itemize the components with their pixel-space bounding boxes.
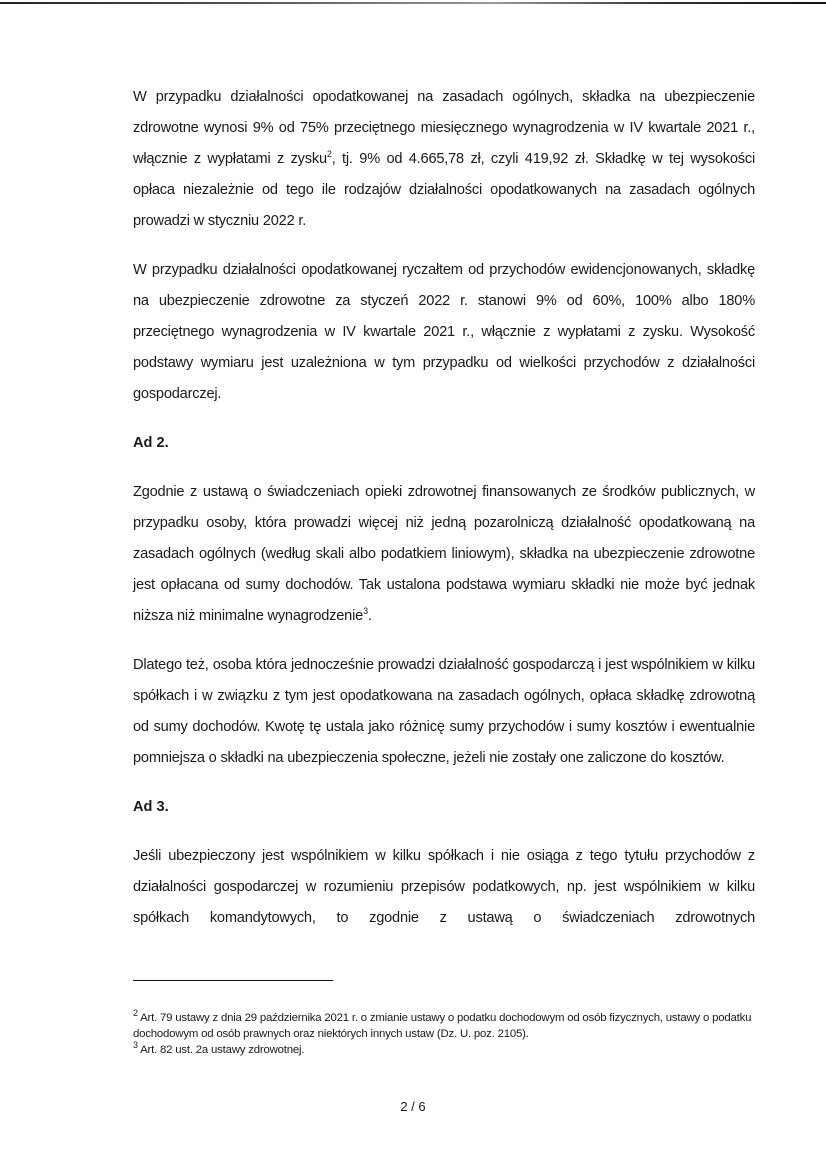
paragraph-text: W przypadku działalności opodatkowanej na zasadach ogólnych, składka na ubezpieczenie zdrowotne wynosi 9% od 75% przeciętnego miesięcznego wynagrodzenia w IV kwartale 2021 r., włącznie z wypłatami z zysku bbox=[133, 89, 755, 167]
footnote-3 bbox=[133, 1042, 758, 1058]
footnote-text: Art. 82 ust. 2a ustawy zdrowotnej. bbox=[137, 1044, 305, 1056]
document-page-body bbox=[133, 82, 755, 934]
paragraph-ad2-sum-of-income bbox=[133, 477, 755, 632]
paragraph-text: , tj. 9% od 4.665,78 zł, czyli 419,92 zł. Składkę w tej wysokości opłaca niezależnie od tego ile rodzajów działalności opodatkowanych na zasadach ogólnych prowadzi w styczniu 2022 r. bbox=[133, 151, 756, 229]
section-heading-ad3: Ad 3. bbox=[133, 799, 169, 815]
paragraph-ad2-partner: Dlatego też, osoba która jednocześnie prowadzi działalność gospodarczą i jest wspólnikiem w kilku spółkach i w związku z tym jest opodatkowana na zasadach ogólnych, opłaca składkę zdrowotną od sumy dochodów. Kwotę tę ustala jako różnicę sumy przychodów i sumy kosztów i ewentualnie pomniejsza o składki na ubezpieczenia społeczne, jeżeli nie zostały one zaliczone do kosztów. bbox=[133, 657, 755, 766]
footnote-separator bbox=[133, 980, 333, 981]
footnote-2 bbox=[133, 1010, 758, 1042]
paragraph-ad3-partner-no-income: Jeśli ubezpieczony jest wspólnikiem w kilku spółkach i nie osiąga z tego tytułu przychodów z działalności gospodarczej w rozumieniu przepisów podatkowych, np. jest wspólnikiem w kilku spółkach komandytowych, to zgodnie z ustawą o świadczeniach zdrowotnych bbox=[133, 848, 755, 926]
footnote-text: Art. 79 ustawy z dnia 29 października 2021 r. o zmianie ustawy o podatku dochodowym od osób fizycznych, ustawy o podatku dochodowym od osób prawnych oraz niektórych innych ustaw (Dz. U. poz. 2105). bbox=[133, 1012, 752, 1040]
paragraph-text: . bbox=[367, 608, 372, 624]
section-heading-ad2: Ad 2. bbox=[133, 435, 169, 451]
scan-top-edge-line bbox=[0, 2, 826, 4]
paragraph-lump-sum-tax: W przypadku działalności opodatkowanej ryczałtem od przychodów ewidencjonowanych, składkę na ubezpieczenie zdrowotne za styczeń 2022 r. stanowi 9% od 60%, 100% albo 180% przeciętnego wynagrodzenia w IV kwartale 2021 r., włącznie z wypłatami z zysku. Wysokość podstawy wymiaru jest uzależniona w tym przypadku od wielkości przychodów z działalności gospodarczej. bbox=[133, 262, 755, 402]
footnote-mark: 2 bbox=[133, 1008, 138, 1019]
footnotes bbox=[133, 1010, 758, 1058]
paragraph-general-tax-rules bbox=[133, 82, 755, 237]
paragraph-text: Zgodnie z ustawą o świadczeniach opieki zdrowotnej finansowanych ze środków publicznych, w przypadku osoby, która prowadzi więcej niż jedną pozarolniczą działalność opodatkowaną na zasadach ogólnych (według skali albo podatkiem liniowym), składka na ubezpieczenie zdrowotne jest opłacana od sumy dochodów. Tak ustalona podstawa wymiaru składki nie może być jednak niższa niż minimalne wynagrodzenie bbox=[133, 484, 755, 624]
footnote-ref-2[interactable]: 2 bbox=[326, 149, 332, 160]
footnote-ref-3[interactable]: 3 bbox=[363, 606, 368, 617]
footnote-mark: 3 bbox=[133, 1040, 138, 1051]
page-number: 2 / 6 bbox=[400, 1099, 426, 1114]
